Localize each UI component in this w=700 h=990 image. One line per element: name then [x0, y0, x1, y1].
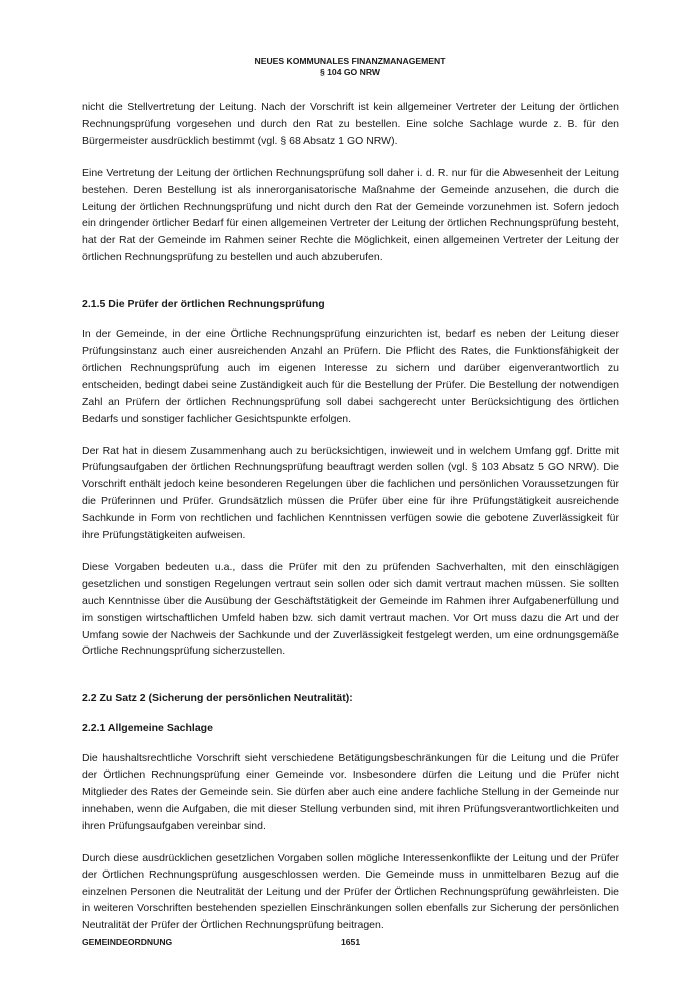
- section-heading: 2.1.5 Die Prüfer der örtlichen Rechnungsprüfung: [82, 298, 325, 311]
- subsection-heading: 2.2.1 Allgemeine Sachlage: [82, 722, 213, 735]
- paragraph: Diese Vorgaben bedeuten u.a., dass die Prüfer mit den zu prüfenden Sachverhalten, mit den einschlägigen gesetzlichen und sonstigen Regelungen vertraut sein sollen oder sich damit vertraut machen müssen. Sie sollten auch Kenntnisse über die Ausübung der Geschäftstätigkeit der Gemeinde im Rahmen ihrer Aufgabenerfüllung und im sonstigen wirtschaftlichen Umfeld haben bzw. sich damit vertraut machen. Vor Ort muss dazu die Art und der Umfang sowie der Nachweis der Sachkunde und der Zuverlässigkeit festgelegt werden, um eine ordnungsgemäße Örtliche Rechnungsprüfung sicherzustellen.: [82, 560, 619, 658]
- page-footer: [82, 937, 619, 947]
- paragraph: Die haushaltsrechtliche Vorschrift sieht verschiedene Betätigungsbeschränkungen für die Leitung und die Prüfer der Örtlichen Rechnungsprüfung einer Gemeinde vor. Insbesondere dürfen die Leitung und die Prüfer nicht Mitglieder des Rates der Gemeinde sein. Sie dürfen aber auch eine andere fachliche Stellung in der Gemeinde nur innehaben, wenn die Aufgaben, die mit dieser Stellung verbunden sind, mit ihren Prüfungsverantwortlichkeiten und ihren Prüfungsaufgaben vereinbar sind.: [82, 752, 619, 832]
- header-section: § 104 GO NRW: [319, 67, 381, 77]
- paragraph: Durch diese ausdrücklichen gesetzlichen Vorgaben sollen mögliche Interessenkonflikte der Leitung und der Prüfer der Örtlichen Rechnungsprüfung ausgeschlossen werden. Die Gemeinde muss in unmittelbaren Bezug auf die einzelnen Personen die Neutralität der Leitung und der Prüfer der Örtlichen Rechnungsprüfung gewährleisten. Die in weiteren Vorschriften bestehenden speziellen Einschränkungen sollen ebenfalls zur Sicherung der persönlichen Neutralität der Prüfer der Örtlichen Rechnungsprüfung beitragen.: [82, 851, 619, 932]
- section-heading: 2.2 Zu Satz 2 (Sicherung der persönlichen Neutralität):: [82, 692, 353, 705]
- paragraph: nicht die Stellvertretung der Leitung. Nach der Vorschrift ist kein allgemeiner Vertreter der Leitung der örtlichen Rechnungsprüfung vorgesehen und durch den Rat zu bestellen. Eine solche Sachlage wurde z. B. für den Bürgermeister ausdrücklich bestimmt (vgl. § 68 Absatz 1 GO NRW).: [82, 101, 619, 147]
- header-title: NEUES KOMMUNALES FINANZMANAGEMENT: [254, 56, 446, 66]
- paragraph: Der Rat hat in diesem Zusammenhang auch zu berücksichtigen, inwieweit und in welchem Umfang ggf. Dritte mit Prüfungsaufgaben der örtlichen Rechnungsprüfung beauftragt werden sollen (vgl. § 103 Absatz 5 GO NRW). Die Vorschrift enthält jedoch keine besonderen Regelungen über die fachlichen und persönlichen Voraussetzungen für die Prüferinnen und Prüfer. Grundsätzlich müssen die Prüfer über eine für ihre Prüfungstätigkeit ausreichende Sachkunde in Form von rechtlichen und fachlichen Kenntnissen verfügen sowie die gebotene Zuverlässigkeit für ihre Prüfungstätigkeiten aufweisen.: [82, 444, 619, 542]
- page-number: 1651: [341, 937, 361, 947]
- footer-title: GEMEINDEORDNUNG: [82, 937, 173, 947]
- page-header: [0, 56, 700, 78]
- paragraph: Eine Vertretung der Leitung der örtlichen Rechnungsprüfung soll daher i. d. R. nur für die Abwesenheit der Leitung bestehen. Deren Bestellung ist als innerorganisatorische Maßnahme der Gemeinde anzusehen, die durch die Leitung der örtlichen Rechnungsprüfung und nicht durch den Rat der Gemeinde vorzunehmen ist. Sofern jedoch ein dringender örtlicher Bedarf für einen allgemeinen Vertreter der Leitung der örtlichen Rechnungsprüfung besteht, hat der Rat der Gemeinde im Rahmen seiner Rechte die Möglichkeit, einen allgemeinen Vertreter der Leitung der örtlichen Rechnungsprüfung zu bestellen und auch abzuberufen.: [82, 166, 619, 264]
- page-body: [82, 99, 619, 949]
- paragraph: In der Gemeinde, in der eine Örtliche Rechnungsprüfung einzurichten ist, bedarf es neben der Leitung dieser Prüfungsinstanz auch einer ausreichenden Anzahl an Prüfern. Die Pflicht des Rates, die Funktionsfähigkeit der örtlichen Rechnungsprüfung auch im eigenen Interesse zu sichern und darüber eigenverantwortlich zu entscheiden, bedingt dabei seine Zuständigkeit auch für die Bestellung der Prüfer. Die Bestellung der notwendigen Zahl an Prüfern der örtlichen Rechnungsprüfung soll dabei sachgerecht unter Berücksichtigung des örtlichen Bedarfs und sonstiger fachlicher Gesichtspunkte erfolgen.: [82, 328, 619, 425]
